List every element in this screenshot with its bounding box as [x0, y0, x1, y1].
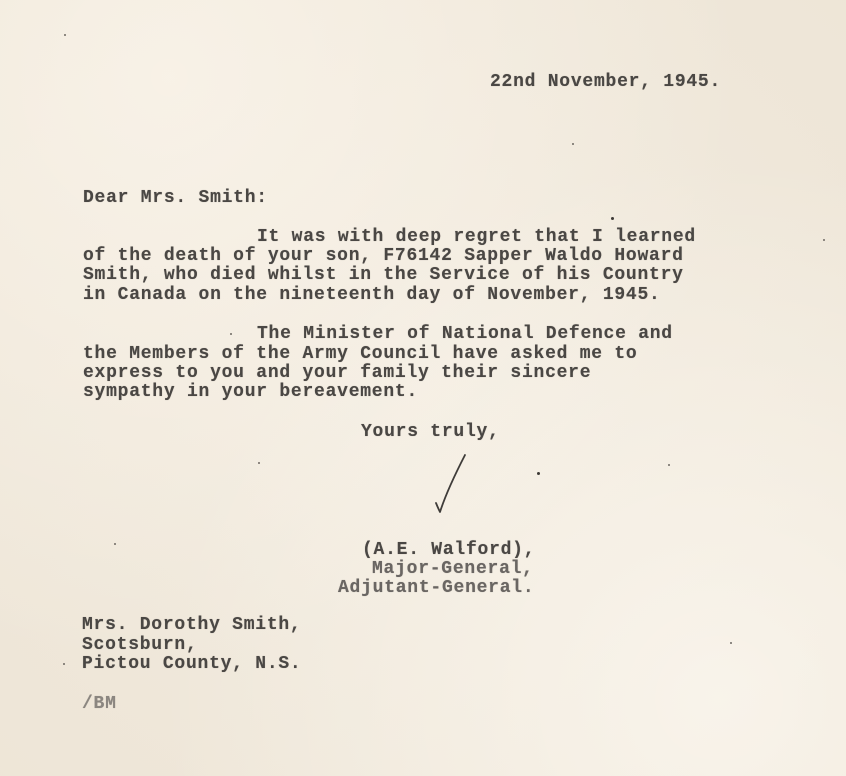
- paragraph-line: of the death of your son, F76142 Sapper Waldo Howard: [83, 246, 684, 266]
- recipient-name: Mrs. Dorothy Smith,: [82, 615, 302, 635]
- paragraph-line: in Canada on the nineteenth day of November, 1945.: [83, 285, 661, 305]
- signatory-name: (A.E. Walford),: [362, 540, 536, 560]
- paragraph-line: express to you and your family their sincere: [83, 363, 592, 383]
- paper-speck: [668, 464, 670, 466]
- paper-speck: [537, 472, 540, 475]
- paper-speck: [114, 543, 116, 545]
- letter-date: 22nd November, 1945.: [490, 72, 722, 92]
- signatory-title: Adjutant-General.: [338, 578, 535, 598]
- closing: Yours truly,: [361, 422, 500, 442]
- paper-speck: [64, 34, 66, 36]
- paper-speck: [730, 642, 732, 644]
- signatory-rank: Major-General,: [372, 559, 534, 579]
- salutation: Dear Mrs. Smith:: [83, 188, 268, 208]
- recipient-address-line-2: Pictou County, N.S.: [82, 654, 302, 674]
- paper-speck: [611, 217, 614, 220]
- paper-speck: [63, 663, 65, 665]
- paper-speck: [258, 462, 260, 464]
- signature-checkmark-icon: [425, 448, 475, 518]
- paper-speck: [572, 143, 574, 145]
- paper-speck: [823, 239, 825, 241]
- paragraph-line: The Minister of National Defence and: [257, 324, 673, 344]
- paragraph-line: sympathy in your bereavement.: [83, 382, 419, 402]
- paragraph-line: Smith, who died whilst in the Service of his Country: [83, 265, 684, 285]
- paper-speck: [230, 333, 232, 335]
- paragraph-line: the Members of the Army Council have asked me to: [83, 344, 638, 364]
- recipient-address-line-1: Scotsburn,: [82, 635, 198, 655]
- reference-initials: /BM: [82, 694, 117, 714]
- paragraph-line: It was with deep regret that I learned: [257, 227, 696, 247]
